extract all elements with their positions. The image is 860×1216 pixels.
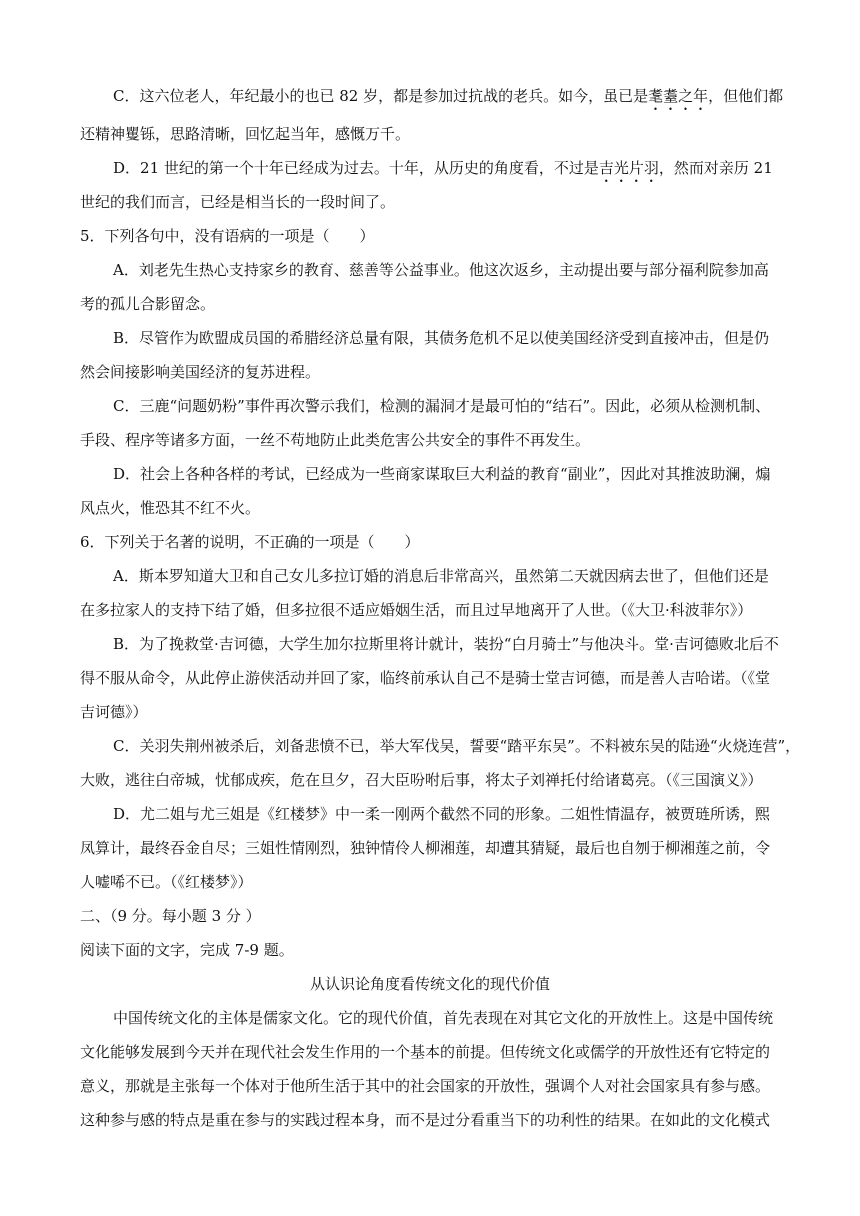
q6-option-b-line3: 吉诃德》） (80, 703, 148, 721)
q6-option-c-line2: 大败，逃往白帝城，忧郁成疾，危在旦夕，召大臣吩咐后事，将太子刘禅托付给诸葛亮。（《三国演义》） (80, 771, 763, 789)
q4-option-d-text-end: ，然而对亲历 21 (658, 159, 773, 177)
q5-option-b-line2: 然会间接影响美国经济的复苏进程。 (80, 363, 321, 381)
question-5-stem: 5．下列各句中，没有语病的一项是（ ） (80, 227, 375, 245)
passage-line-3: 意义，那就是主张每一个体对于他所生活于其中的社会国家的开放性，强调个人对社会国家具有参与感。 (80, 1077, 771, 1095)
passage-line-4: 这种参与感的特点是重在参与的实践过程本身，而不是过分看重当下的功利性的结果。在如此的文化模式 (80, 1111, 771, 1129)
q5-option-b-line1: B．尽管作为欧盟成员国的希腊经济总量有限，其债务危机不足以使美国经济受到直接冲击，但是仍 (113, 329, 770, 347)
q4-option-c-text: C．这六位老人，年纪最小的也已 82 岁，都是参加过抗战的老兵。如今，虽已是 (113, 87, 649, 105)
q4-option-d-line2: 世纪的我们而言，已经是相当长的一段时间了。 (80, 193, 396, 211)
section-2-heading: 二、（9 分。每小题 3 分 ） (80, 907, 261, 925)
question-6-stem: 6．下列关于名著的说明，不正确的一项是（ ） (80, 533, 420, 551)
passage-line-2: 文化能够发展到今天并在现代社会发生作用的一个基本的前提。但传统文化或儒学的开放性还有它特定的 (80, 1043, 771, 1061)
q5-option-d-line1: D．社会上各种各样的考试，已经成为一些商家谋取巨大利益的教育“副业”，因此对其推波助澜，煽 (113, 465, 771, 483)
q6-option-a-line2: 在多拉家人的支持下结了婚，但多拉很不适应婚姻生活，而且过早地离开了人世。（《大卫·科波菲尔》） (80, 601, 753, 619)
passage-line-1: 中国传统文化的主体是儒家文化。它的现代价值，首先表现在对其它文化的开放性上。这是中国传统 (113, 1009, 774, 1027)
q5-option-c-line1: C．三鹿“问题奶粉”事件再次警示我们，检测的漏洞才是最可怕的“结石”。因此，必须从检测机制、 (113, 397, 771, 415)
q4-option-d-line1 (0, 158, 860, 186)
q5-option-a-line1: A．刘老先生热心支持家乡的教育、慈善等公益事业。他这次返乡，主动提出要与部分福利院参加高 (113, 261, 769, 279)
emphasized-idiom: 吉光片羽 (598, 159, 659, 177)
q6-option-b-line2: 得不服从命令，从此停止游侠活动并回了家，临终前承认自己不是骑士堂吉诃德，而是善人吉哈诺。（《堂 (80, 669, 771, 687)
q4-option-c-text-end: ，但他们都 (708, 87, 784, 105)
passage-title: 从认识论角度看传统文化的现代价值 (309, 975, 550, 993)
q6-option-c-line1: C．关羽失荆州被杀后，刘备悲愤不已，举大军伐吴，誓要“踏平东吴”。不料被东吴的陆逊“火烧连营”， (113, 737, 801, 755)
q4-option-c-line1 (0, 86, 860, 114)
q6-option-d-line3: 人嘘唏不已。（《红楼梦》） (80, 873, 253, 891)
q6-option-b-line1: B．为了挽救堂·吉诃德，大学生加尔拉斯里将计就计，装扮“白月骑士”与他决斗。堂·吉诃德败北后不 (113, 635, 779, 653)
q6-option-a-line1: A．斯本罗知道大卫和自己女儿多拉订婚的消息后非常高兴，虽然第二天就因病去世了，但他们还是 (113, 567, 769, 585)
q6-option-d-line2: 凤算计，最终吞金自尽；三姐性情刚烈，独钟情伶人柳湘莲，却遭其猜疑，最后也自刎于柳湘莲之前，令 (80, 839, 771, 857)
q4-option-c-line2: 还精神矍铄，思路清晰，回忆起当年，感慨万千。 (80, 125, 411, 143)
q6-option-d-line1: D．尤二姐与尤三姐是《红楼梦》中一柔一刚两个截然不同的形象。二姐性情温存，被贾琏所诱，熙 (113, 805, 771, 823)
reading-instruction: 阅读下面的文字，完成 7-9 题。 (80, 941, 294, 959)
q5-option-a-line2: 考的孤儿合影留念。 (80, 295, 216, 313)
q4-option-d-text: D．21 世纪的第一个十年已经成为过去。十年，从历史的角度看，不过是 (113, 159, 599, 177)
q5-option-c-line2: 手段、程序等诸多方面，一丝不苟地防止此类危害公共安全的事件不再发生。 (80, 431, 591, 449)
q5-option-d-line2: 风点火，惟恐其不红不火。 (80, 499, 261, 517)
emphasized-idiom: 耄耋之年 (648, 87, 709, 105)
